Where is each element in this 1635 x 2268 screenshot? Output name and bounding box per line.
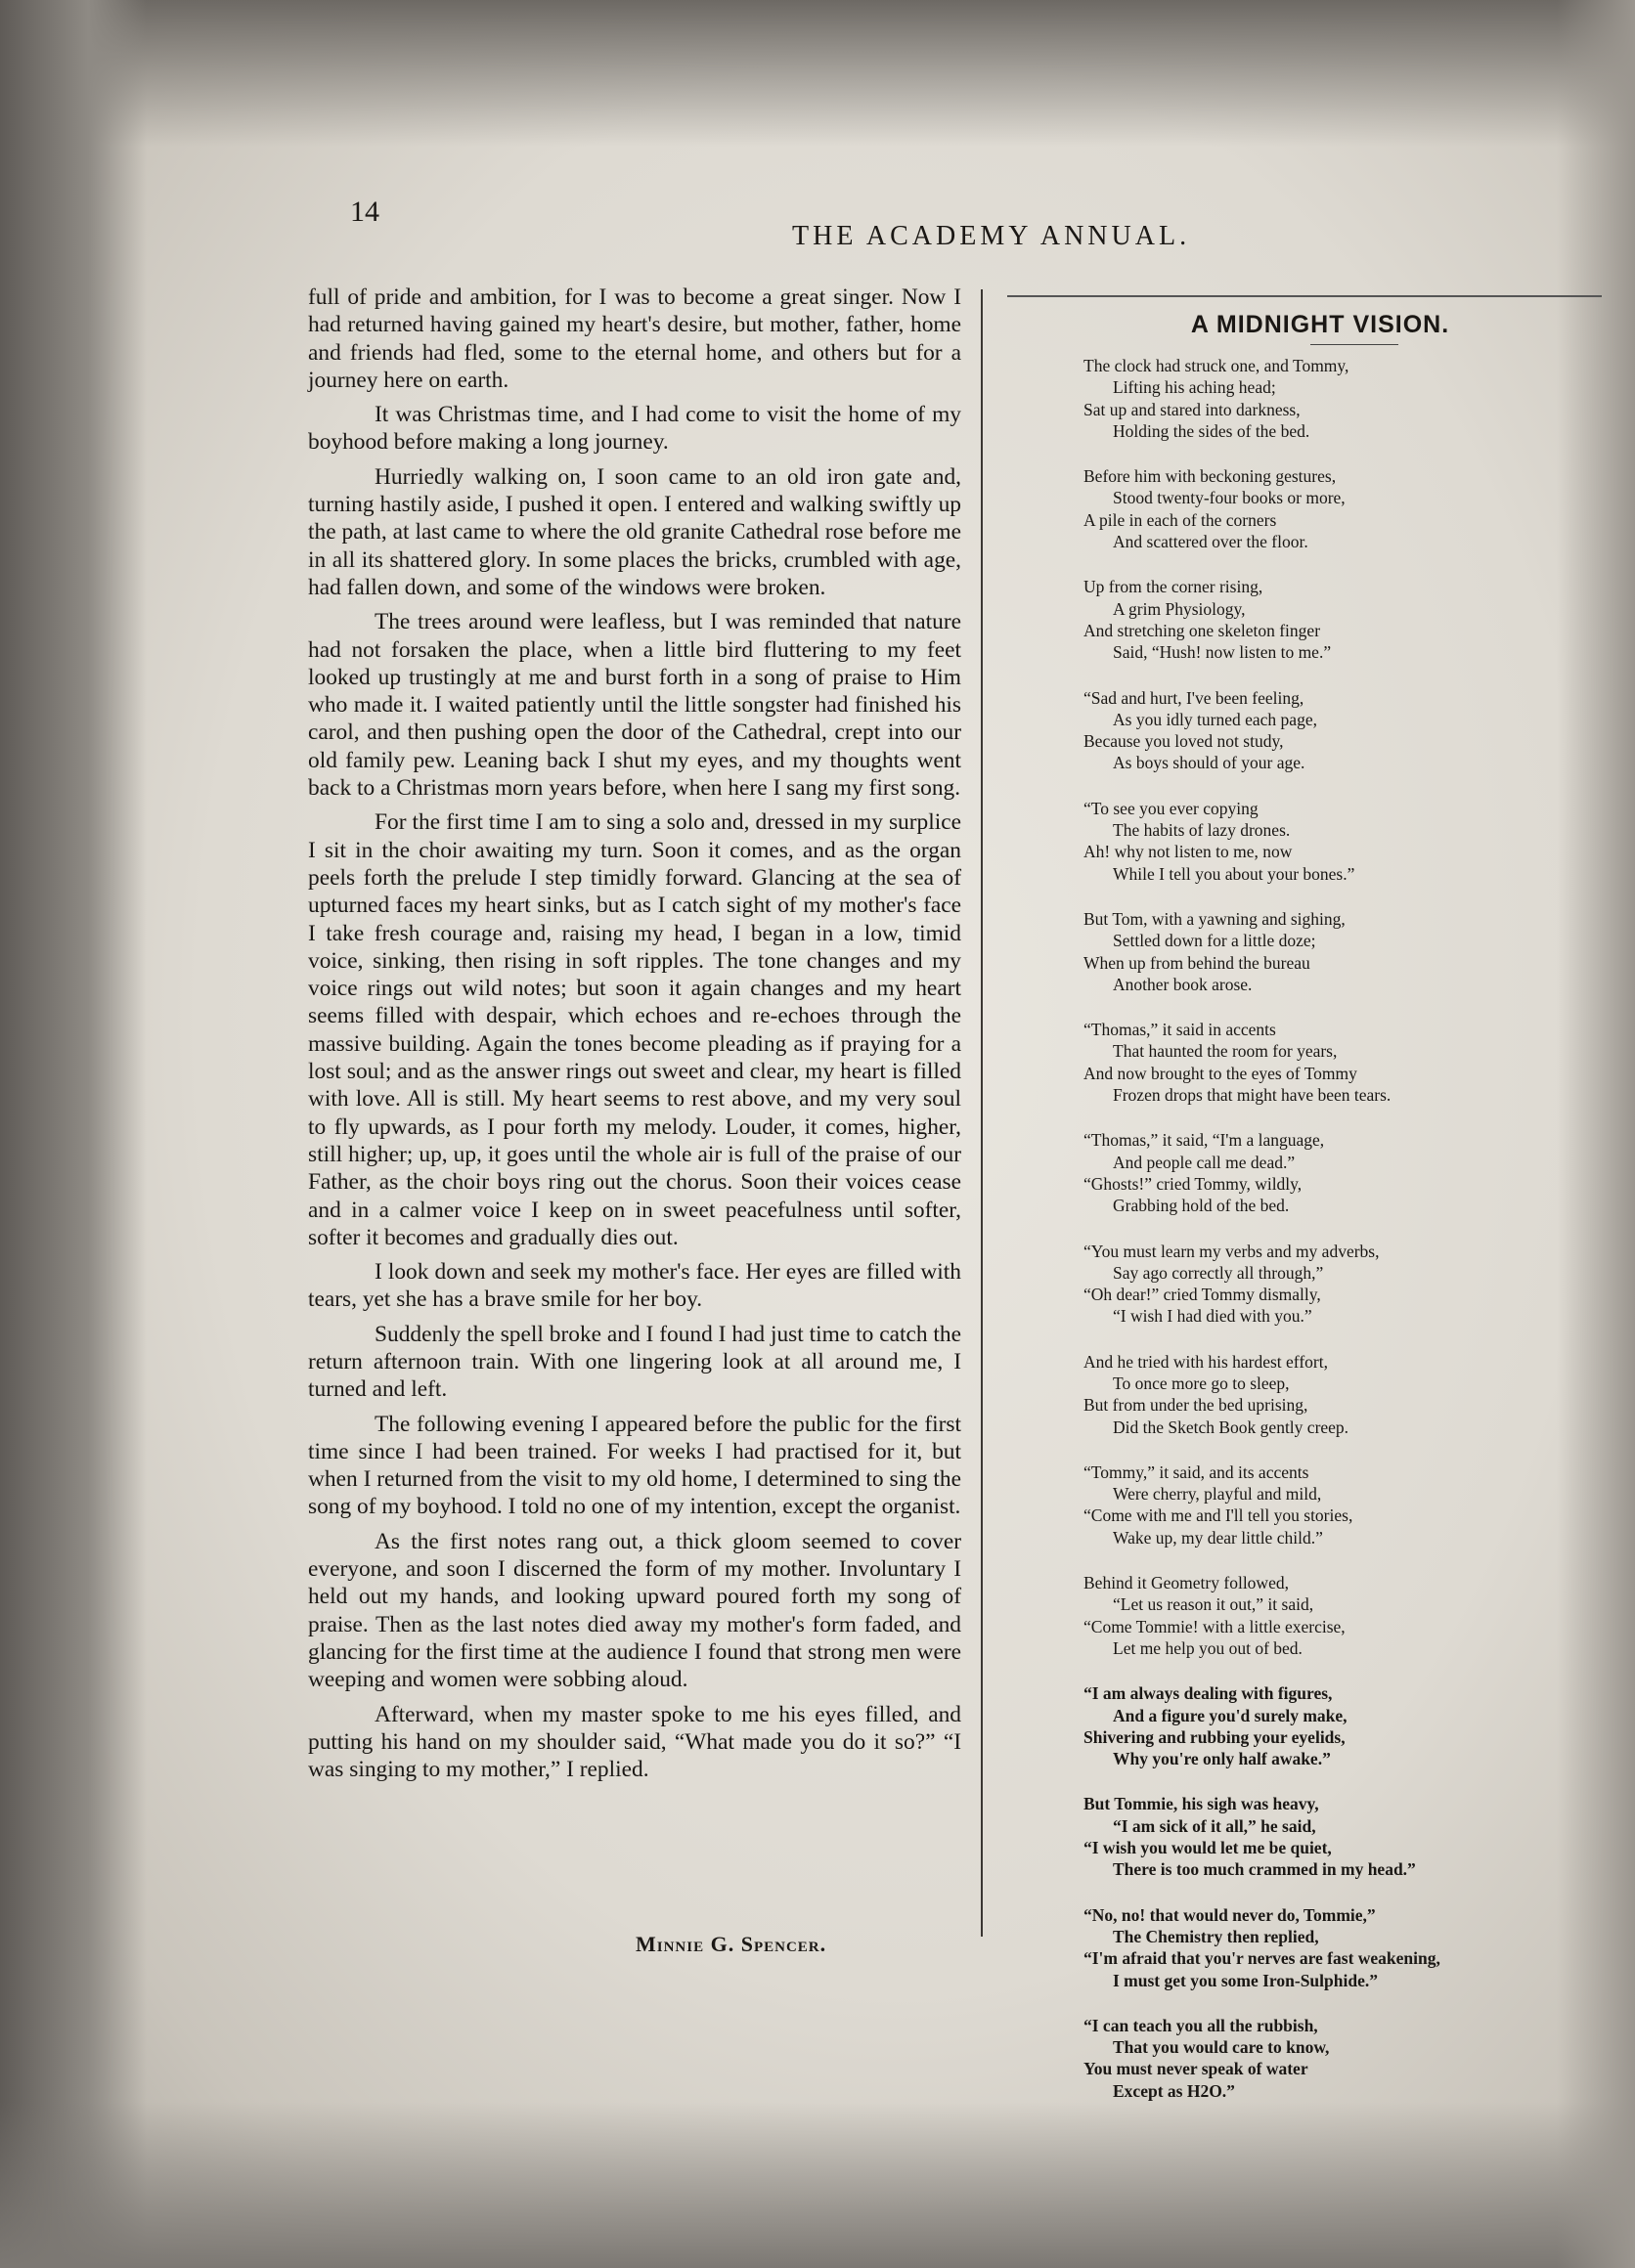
poem-line: I must get you some Iron-Sulphide.” — [1113, 1970, 1378, 1990]
poem-stanza — [1017, 2015, 1604, 2102]
story-paragraph: full of pride and ambition, for I was to become a great singer. Now I had returned having gained my heart's desire, but mother, father, home and friends had fled, some to the eternal home, and others but for a journey here on earth. — [308, 284, 961, 393]
poem-line: Another book arose. — [1113, 974, 1253, 994]
story-paragraph: For the first time I am to sing a solo and, dressed in my surplice I sit in the choir awaiting my turn. Soon it comes, and as the organ peels forth the prelude I step timidly forward. Glancing at the sea of upturned faces my heart sinks, but as I catch sight of my mother's face I take fresh courage and, raising my head, I began in a low, timid voice, sinking, then rising in soft ripples. The tone changes and my voice rings out wild notes; but soon it again changes and my heart seems filled with despair, which echoes and re-echoes through the massive building. Again the tones become pleading as if praying for a lost soul; and as the answer rings out sweet and clear, my heart is filled with love. All is still. My heart seems to rest above, and my very soul to fly upwards, as I pour forth my melody. Louder, it comes, higher, still higher; up, up, it goes until the whole air is full of the praise of our Father, as the choir boys ring out the chorus. Soon their voices cease and in a calmer voice I keep on in sweet peacefulness until softer, softer it becomes and gradually dies out. — [308, 809, 961, 1250]
poem-line: While I tell you about your bones.” — [1113, 863, 1355, 884]
poem-stanzas — [1017, 355, 1604, 2102]
poem-line: “I can teach you all the rubbish, — [1083, 2015, 1318, 2035]
poem-line: “Oh dear!” cried Tommy dismally, — [1083, 1285, 1321, 1305]
poem-line: Because you loved not study, — [1083, 731, 1284, 752]
story-paragraph: Afterward, when my master spoke to me his eyes filled, and putting his hand on my shoulder said, “What made you do it so?” “I was singing to my mother,” I replied. — [308, 1701, 961, 1783]
scan-shadow-top — [0, 0, 1635, 147]
poem-stanza — [1017, 355, 1604, 442]
scan-shadow-bottom — [0, 2102, 1635, 2268]
poem-line: There is too much crammed in my head.” — [1113, 1859, 1416, 1880]
poem-stanza — [1017, 576, 1604, 663]
poem-line: Say ago correctly all through,” — [1113, 1262, 1324, 1283]
poem-line: Ah! why not listen to me, now — [1083, 842, 1293, 862]
running-head: THE ACADEMY ANNUAL. — [792, 221, 1191, 251]
header-rule — [1007, 295, 1602, 297]
poem-line: When up from behind the bureau — [1083, 952, 1310, 973]
poem-line: Were cherry, playful and mild, — [1113, 1484, 1322, 1505]
poem-line: Shivering and rubbing your eyelids, — [1083, 1726, 1346, 1747]
poem-line: “I wish you would let me be quiet, — [1083, 1838, 1332, 1858]
poem-line: Let me help you out of bed. — [1113, 1637, 1303, 1658]
poem-stanza — [1017, 1904, 1604, 1991]
poem-line: Holding the sides of the bed. — [1113, 420, 1310, 441]
scan-shadow-left — [0, 0, 147, 2268]
poem-stanza — [1017, 1682, 1604, 1769]
poem-line: “I am always dealing with figures, — [1083, 1683, 1333, 1704]
column-divider — [981, 289, 983, 1937]
poem-stanza — [1017, 1461, 1604, 1548]
poem-line: Frozen drops that might have been tears. — [1113, 1085, 1392, 1106]
poem-line: Before him with beckoning gestures, — [1083, 466, 1337, 487]
poem-line: “Sad and hurt, I've been feeling, — [1083, 687, 1304, 708]
story-paragraph: The following evening I appeared before the public for the first time since I had been trained. For weeks I had practised for it, but when I returned from the visit to my old home, I determined to sing the song of my boyhood. I told no one of my intention, except the organist. — [308, 1411, 961, 1520]
poem-line: And now brought to the eyes of Tommy — [1083, 1063, 1357, 1083]
page-number: 14 — [350, 196, 379, 228]
poem-line: As boys should of your age. — [1113, 753, 1305, 773]
author-signature: Minnie G. Spencer. — [636, 1932, 827, 1956]
poem-line: You must never speak of water — [1083, 2059, 1308, 2079]
poem-stanza — [1017, 1241, 1604, 1328]
poem-line: That you would care to know, — [1113, 2037, 1330, 2058]
poem-line: Grabbing hold of the bed. — [1113, 1196, 1290, 1216]
poem-line: “To see you ever copying — [1083, 798, 1259, 818]
poem-line: To once more go to sleep, — [1113, 1373, 1290, 1393]
story-paragraph: I look down and seek my mother's face. Her eyes are filled with tears, yet she has a brave smile for her boy. — [308, 1259, 961, 1313]
poem-stanza — [1017, 465, 1604, 552]
poem-line: Up from the corner rising, — [1083, 577, 1263, 597]
poem-line: And people call me dead.” — [1113, 1152, 1296, 1172]
poem-line: “Come Tommie! with a little exercise, — [1083, 1616, 1346, 1636]
poem-line: Stood twenty-four books or more, — [1113, 488, 1346, 508]
poem-line: The Chemistry then replied, — [1113, 1926, 1319, 1946]
poem-line: But Tommie, his sigh was heavy, — [1083, 1794, 1319, 1814]
story-paragraph: The trees around were leafless, but I was reminded that nature had not forsaken the place, when a little bird fluttering to my feet looked up trustingly at me and burst forth in a song of praise to Him who made it. I waited patiently until the little songster had finished his carol, and then pushing open the door of the Cathedral, crept into our old family pew. Leaning back I shut my eyes, and my thoughts went back to a Christmas morn years before, when here I sang my first song. — [308, 609, 961, 802]
poem-stanza — [1017, 908, 1604, 995]
title-rule — [1310, 344, 1398, 345]
poem-stanza — [1017, 1572, 1604, 1659]
story-paragraph: Hurriedly walking on, I soon came to an old iron gate and, turning hastily aside, I pushed it open. I entered and walking swiftly up the path, at last came to where the old granite Cathedral rose before me in all its shattered glory. In some places the bricks, crumbled with age, had fallen down, and some of the windows were broken. — [308, 463, 961, 600]
poem-stanza — [1017, 798, 1604, 885]
poem-line: The clock had struck one, and Tommy, — [1083, 356, 1349, 375]
poem-line: Except as H2O.” — [1113, 2080, 1235, 2101]
poem-line: “Thomas,” it said in accents — [1083, 1020, 1276, 1040]
poem-line: As you idly turned each page, — [1113, 709, 1317, 729]
poem-stanza — [1017, 1019, 1604, 1106]
poem-line: But Tom, with a yawning and sighing, — [1083, 908, 1346, 929]
poem-line: Lifting his aching head; — [1113, 377, 1276, 398]
story-paragraph: As the first notes rang out, a thick gloom seemed to cover everyone, and soon I discerned the form of my mother. Involuntary I held out my hands, and looking upward poured forth my song of praise. Then as the last notes died away my mother's form faded, and glancing for the first time at the audience I found that strong men were weeping and women were sobbing aloud. — [308, 1528, 961, 1693]
poem-line: “I wish I had died with you.” — [1113, 1306, 1312, 1327]
poem-line: A pile in each of the corners — [1083, 509, 1277, 530]
poem-line: And scattered over the floor. — [1113, 532, 1308, 552]
poem-line: “Let us reason it out,” it said, — [1113, 1594, 1314, 1615]
poem-line: That haunted the room for years, — [1113, 1041, 1338, 1062]
poem-line: And he tried with his hardest effort, — [1083, 1351, 1328, 1372]
poem-line: Wake up, my dear little child.” — [1113, 1527, 1323, 1548]
poem-line: Settled down for a little doze; — [1113, 931, 1316, 951]
poem-line: “Tommy,” it said, and its accents — [1083, 1461, 1309, 1482]
poem-line: Why you're only half awake.” — [1113, 1749, 1331, 1769]
poem-line: “No, no! that would never do, Tommie,” — [1083, 1904, 1376, 1925]
poem-line: Said, “Hush! now listen to me.” — [1113, 642, 1332, 663]
poem-stanza — [1017, 687, 1604, 774]
story-paragraph: It was Christmas time, and I had come to visit the home of my boyhood before making a long journey. — [308, 402, 961, 456]
poem-line: The habits of lazy drones. — [1113, 820, 1291, 841]
poem-line: “I'm afraid that you'r nerves are fast weakening, — [1083, 1948, 1440, 1969]
poem-line: Sat up and stared into darkness, — [1083, 399, 1301, 419]
poem-line: But from under the bed uprising, — [1083, 1395, 1308, 1416]
poem-line: And stretching one skeleton finger — [1083, 620, 1321, 640]
poem-line: “Ghosts!” cried Tommy, wildly, — [1083, 1173, 1303, 1194]
poem-title: A MIDNIGHT VISION. — [1190, 311, 1450, 338]
poem-line: “You must learn my verbs and my adverbs, — [1083, 1241, 1380, 1261]
poem-line: “I am sick of it all,” he said, — [1113, 1815, 1316, 1836]
story-paragraph: Suddenly the spell broke and I found I had just time to catch the return afternoon train. With one lingering look at all around me, I turned and left. — [308, 1321, 961, 1403]
poem-stanza — [1017, 1351, 1604, 1438]
poem-column — [1017, 311, 1604, 2125]
poem-line: “Come with me and I'll tell you stories, — [1083, 1505, 1353, 1526]
poem-line: A grim Physiology, — [1113, 598, 1246, 619]
poem-line: Behind it Geometry followed, — [1083, 1573, 1289, 1593]
poem-stanza — [1017, 1793, 1604, 1880]
poem-line: Did the Sketch Book gently creep. — [1113, 1417, 1349, 1437]
poem-line: And a figure you'd surely make, — [1113, 1705, 1348, 1725]
poem-line: “Thomas,” it said, “I'm a language, — [1083, 1130, 1325, 1151]
poem-stanza — [1017, 1129, 1604, 1216]
story-column — [308, 284, 961, 1790]
